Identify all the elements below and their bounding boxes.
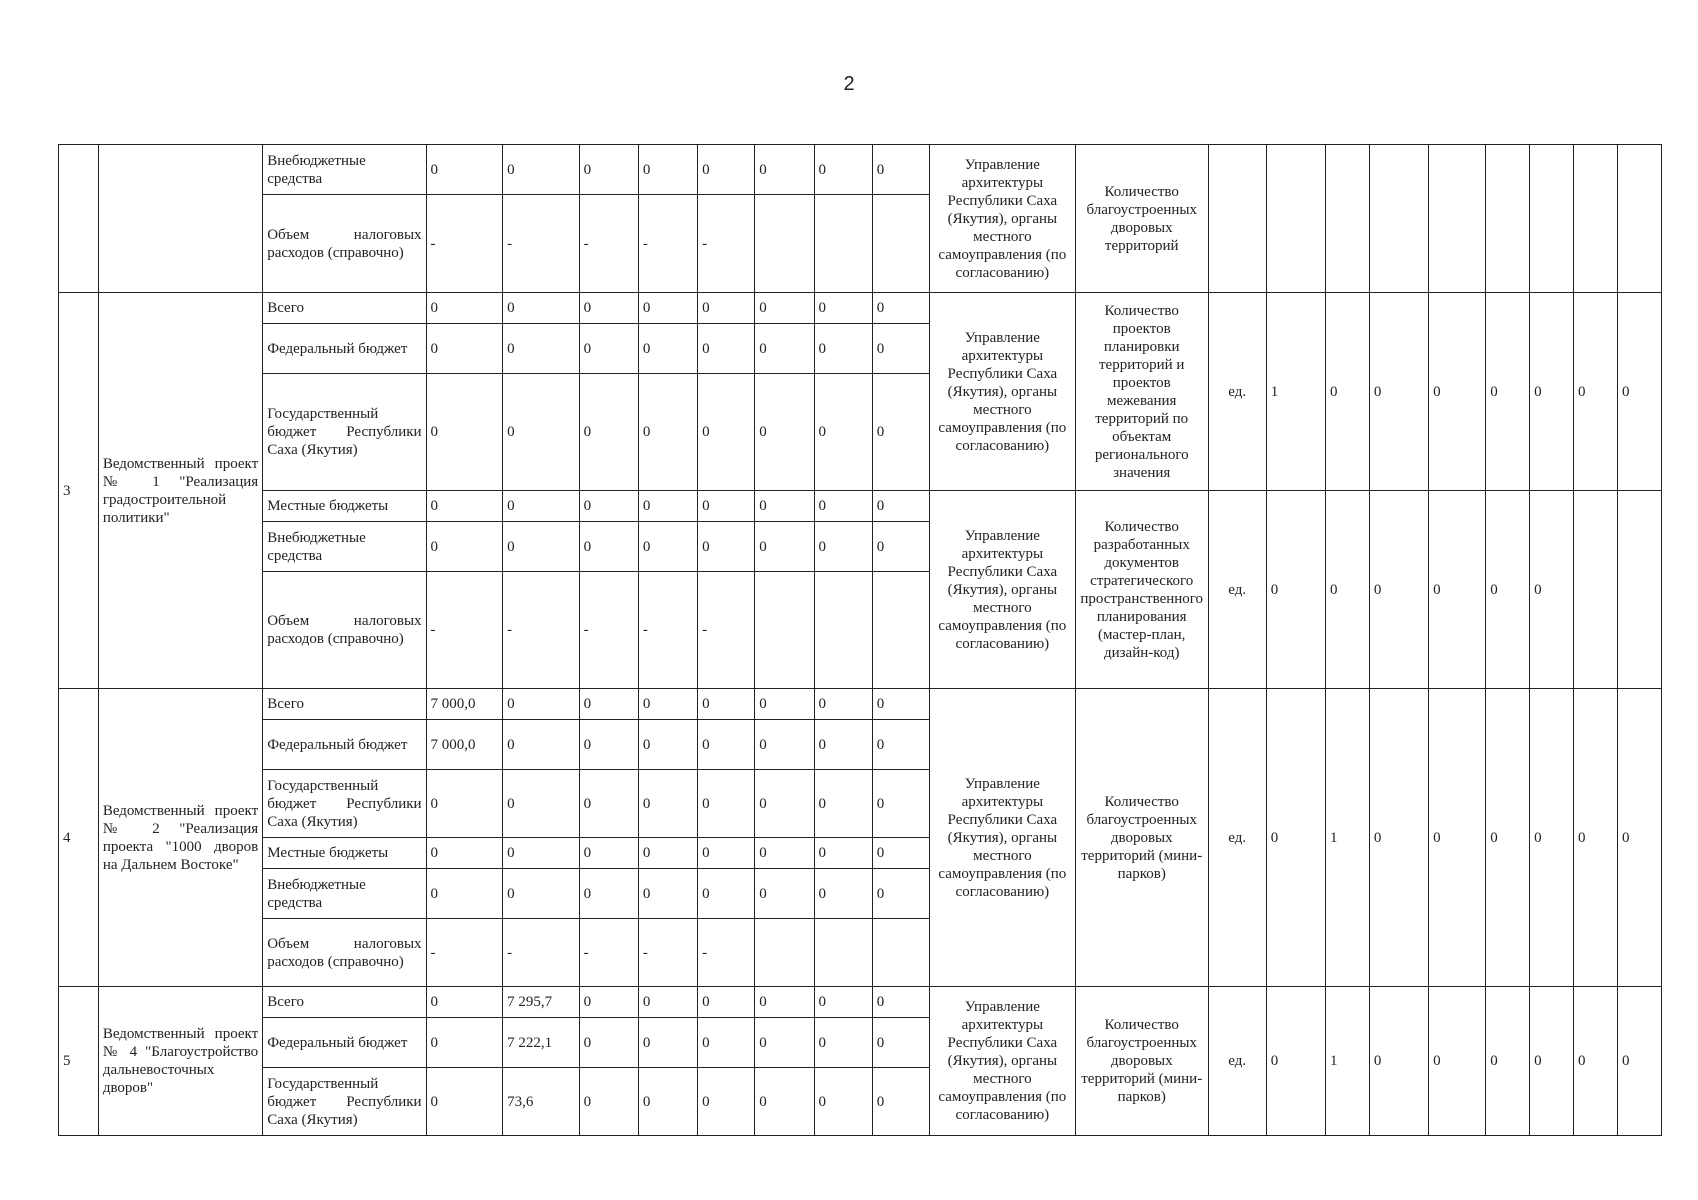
value-cell: 0 (579, 720, 638, 770)
idx-cell: 0 (1486, 987, 1530, 1136)
value-cell: 0 (814, 491, 872, 522)
table-row (59, 145, 1662, 195)
source-label: Всего (263, 293, 426, 324)
value-cell: 0 (755, 838, 814, 869)
value-cell (814, 919, 872, 987)
idx-cell: 0 (1574, 293, 1618, 491)
idx-cell: 0 (1486, 293, 1530, 491)
project-name: Ведомственный проект № 4 "Благоустройство дальневосточных дворов" (98, 987, 262, 1136)
value-cell: 0 (755, 770, 814, 838)
idx-cell: 0 (1530, 987, 1574, 1136)
value-cell: 0 (814, 689, 872, 720)
value-cell: 0 (579, 770, 638, 838)
table-row (59, 689, 1662, 720)
value-cell: 0 (638, 491, 697, 522)
idx-cell: 0 (1266, 987, 1325, 1136)
source-label: Всего (263, 689, 426, 720)
row-number: 4 (59, 689, 99, 987)
idx-cell (1530, 145, 1574, 293)
row-number: 5 (59, 987, 99, 1136)
value-cell: 0 (755, 869, 814, 919)
value-cell: 0 (755, 491, 814, 522)
table-row (59, 491, 1662, 522)
value-cell: 0 (638, 720, 697, 770)
value-cell: 0 (579, 522, 638, 572)
value-cell: - (638, 195, 697, 293)
idx-cell: 0 (1574, 987, 1618, 1136)
value-cell: - (579, 195, 638, 293)
unit-cell (1208, 145, 1266, 293)
value-cell: - (426, 919, 503, 987)
unit-cell: ед. (1208, 293, 1266, 491)
value-cell: 0 (579, 1068, 638, 1136)
idx-cell: 0 (1369, 491, 1428, 689)
value-cell: 0 (814, 1018, 872, 1068)
value-cell: - (698, 572, 755, 689)
value-cell (872, 919, 929, 987)
value-cell: 0 (638, 689, 697, 720)
value-cell: 0 (872, 324, 929, 374)
value-cell: 0 (698, 374, 755, 491)
idx-cell: 0 (1429, 491, 1486, 689)
value-cell (872, 195, 929, 293)
value-cell: 0 (579, 987, 638, 1018)
value-cell: 0 (638, 987, 697, 1018)
value-cell: 0 (579, 374, 638, 491)
source-label: Объем налоговых расходов (справочно) (263, 572, 426, 689)
cell-project (98, 145, 262, 293)
value-cell: 0 (755, 720, 814, 770)
value-cell: 0 (698, 1068, 755, 1136)
value-cell: 0 (503, 770, 580, 838)
budget-table (58, 144, 1662, 1136)
value-cell: 0 (503, 720, 580, 770)
idx-cell: 0 (1369, 689, 1428, 987)
idx-cell (1486, 145, 1530, 293)
idx-cell: 0 (1486, 491, 1530, 689)
page-number: 2 (843, 73, 855, 95)
source-label: Внебюджетные средства (263, 522, 426, 572)
idx-cell: 0 (1617, 293, 1661, 491)
value-cell: 0 (426, 491, 503, 522)
value-cell: 0 (814, 293, 872, 324)
value-cell: 0 (872, 1068, 929, 1136)
value-cell: 0 (872, 145, 929, 195)
source-label: Федеральный бюджет (263, 1018, 426, 1068)
value-cell: 0 (814, 374, 872, 491)
value-cell: 0 (872, 522, 929, 572)
value-cell: 0 (814, 770, 872, 838)
value-cell: 0 (872, 987, 929, 1018)
unit-cell: ед. (1208, 987, 1266, 1136)
idx-cell: 1 (1266, 293, 1325, 491)
value-cell: 0 (503, 293, 580, 324)
value-cell: 0 (579, 689, 638, 720)
unit-cell: ед. (1208, 689, 1266, 987)
value-cell: 0 (698, 522, 755, 572)
value-cell (814, 195, 872, 293)
source-label: Государственный бюджет Республики Саха (Якутия) (263, 770, 426, 838)
value-cell: - (503, 195, 580, 293)
value-cell: 0 (872, 689, 929, 720)
idx-cell: 0 (1266, 689, 1325, 987)
source-label: Внебюджетные средства (263, 869, 426, 919)
value-cell: 0 (579, 869, 638, 919)
idx-cell: 0 (1325, 491, 1369, 689)
value-cell: - (426, 572, 503, 689)
value-cell: 0 (503, 145, 580, 195)
value-cell: 0 (638, 374, 697, 491)
value-cell: 0 (503, 522, 580, 572)
value-cell: 7 295,7 (503, 987, 580, 1018)
idx-cell: 0 (1369, 987, 1428, 1136)
table-row (59, 293, 1662, 324)
value-cell: 0 (638, 145, 697, 195)
value-cell: 0 (872, 770, 929, 838)
value-cell: 0 (872, 374, 929, 491)
indicator-cell: Количество проектов планировки территорий и проектов межевания территорий по объектам регионального значения (1075, 293, 1208, 491)
value-cell: 0 (426, 987, 503, 1018)
value-cell: 0 (755, 689, 814, 720)
value-cell: 0 (814, 522, 872, 572)
value-cell: 0 (426, 869, 503, 919)
idx-cell: 0 (1530, 293, 1574, 491)
value-cell: 0 (638, 869, 697, 919)
value-cell: 0 (814, 145, 872, 195)
value-cell: 0 (698, 145, 755, 195)
source-label: Местные бюджеты (263, 838, 426, 869)
source-label: Внебюджетные средства (263, 145, 426, 195)
value-cell: 0 (755, 374, 814, 491)
idx-cell (1369, 145, 1428, 293)
responsible-cell: Управление архитектуры Республики Саха (Якутия), органы местного самоуправления (по согласованию) (929, 145, 1075, 293)
value-cell: 0 (698, 720, 755, 770)
value-cell: 0 (579, 293, 638, 324)
cell-number (59, 145, 99, 293)
idx-cell: 0 (1369, 293, 1428, 491)
value-cell: 7 000,0 (426, 720, 503, 770)
value-cell: 0 (426, 374, 503, 491)
idx-cell (1325, 145, 1369, 293)
value-cell: 0 (698, 491, 755, 522)
source-label: Всего (263, 987, 426, 1018)
value-cell: 0 (755, 987, 814, 1018)
idx-cell (1429, 145, 1486, 293)
value-cell: - (698, 195, 755, 293)
value-cell: 0 (698, 987, 755, 1018)
value-cell: - (503, 919, 580, 987)
idx-cell: 0 (1617, 689, 1661, 987)
idx-cell (1574, 145, 1618, 293)
value-cell: 0 (755, 324, 814, 374)
value-cell: 7 000,0 (426, 689, 503, 720)
value-cell: 0 (503, 838, 580, 869)
idx-cell: 0 (1325, 293, 1369, 491)
value-cell: 0 (638, 522, 697, 572)
source-label: Объем налоговых расходов (справочно) (263, 919, 426, 987)
project-name: Ведомственный проект № 2 "Реализация проекта "1000 дворов на Дальнем Востоке" (98, 689, 262, 987)
value-cell: 0 (579, 491, 638, 522)
value-cell: 0 (503, 491, 580, 522)
value-cell: 0 (814, 720, 872, 770)
value-cell: 0 (814, 324, 872, 374)
idx-cell (1617, 491, 1661, 689)
idx-cell: 0 (1429, 987, 1486, 1136)
value-cell (755, 195, 814, 293)
row-number: 3 (59, 293, 99, 689)
value-cell: - (503, 572, 580, 689)
indicator-cell: Количество благоустроенных дворовых территорий (мини-парков) (1075, 987, 1208, 1136)
value-cell: 0 (814, 838, 872, 869)
value-cell: 0 (872, 838, 929, 869)
idx-cell: 0 (1429, 689, 1486, 987)
value-cell (872, 572, 929, 689)
idx-cell: 0 (1429, 293, 1486, 491)
idx-cell: 0 (1530, 689, 1574, 987)
value-cell: - (426, 195, 503, 293)
value-cell: 0 (503, 324, 580, 374)
value-cell: 0 (503, 374, 580, 491)
value-cell: - (698, 919, 755, 987)
value-cell (755, 919, 814, 987)
value-cell: 0 (755, 522, 814, 572)
responsible-cell: Управление архитектуры Республики Саха (Якутия), органы местного самоуправления (по согласованию) (929, 491, 1075, 689)
value-cell: 0 (426, 324, 503, 374)
idx-cell: 1 (1325, 987, 1369, 1136)
indicator-cell: Количество благоустроенных дворовых территорий (1075, 145, 1208, 293)
value-cell: 0 (503, 689, 580, 720)
value-cell: 0 (426, 293, 503, 324)
source-label: Государственный бюджет Республики Саха (Якутия) (263, 1068, 426, 1136)
value-cell: 0 (698, 1018, 755, 1068)
source-label: Федеральный бюджет (263, 324, 426, 374)
idx-cell: 0 (1530, 491, 1574, 689)
value-cell: 0 (579, 1018, 638, 1068)
value-cell: - (638, 919, 697, 987)
idx-cell: 0 (1574, 689, 1618, 987)
value-cell: 0 (698, 869, 755, 919)
indicator-cell: Количество разработанных документов стратегического пространственного планирования (мастер-план, дизайн-код) (1075, 491, 1208, 689)
unit-cell: ед. (1208, 491, 1266, 689)
source-label: Объем налоговых расходов (справочно) (263, 195, 426, 293)
responsible-cell: Управление архитектуры Республики Саха (Якутия), органы местного самоуправления (по согласованию) (929, 689, 1075, 987)
source-label: Местные бюджеты (263, 491, 426, 522)
idx-cell: 0 (1486, 689, 1530, 987)
indicator-cell: Количество благоустроенных дворовых территорий (мини-парков) (1075, 689, 1208, 987)
value-cell: 0 (426, 145, 503, 195)
value-cell (814, 572, 872, 689)
value-cell: 0 (698, 324, 755, 374)
responsible-cell: Управление архитектуры Республики Саха (Якутия), органы местного самоуправления (по согласованию) (929, 987, 1075, 1136)
idx-cell (1266, 145, 1325, 293)
value-cell: 0 (755, 1018, 814, 1068)
value-cell: 0 (638, 324, 697, 374)
value-cell: 7 222,1 (503, 1018, 580, 1068)
value-cell: 73,6 (503, 1068, 580, 1136)
idx-cell (1574, 491, 1618, 689)
value-cell: 0 (426, 1068, 503, 1136)
value-cell: 0 (579, 145, 638, 195)
value-cell: 0 (872, 293, 929, 324)
value-cell: 0 (872, 869, 929, 919)
value-cell: - (638, 572, 697, 689)
value-cell: 0 (698, 689, 755, 720)
value-cell: 0 (698, 293, 755, 324)
value-cell: - (579, 919, 638, 987)
value-cell: 0 (579, 324, 638, 374)
idx-cell: 0 (1266, 491, 1325, 689)
value-cell: 0 (814, 1068, 872, 1136)
value-cell: 0 (698, 838, 755, 869)
value-cell: - (579, 572, 638, 689)
value-cell: 0 (872, 720, 929, 770)
value-cell: 0 (755, 293, 814, 324)
value-cell: 0 (638, 1018, 697, 1068)
value-cell: 0 (638, 770, 697, 838)
idx-cell: 1 (1325, 689, 1369, 987)
value-cell: 0 (426, 838, 503, 869)
table-row (59, 987, 1662, 1018)
responsible-cell: Управление архитектуры Республики Саха (Якутия), органы местного самоуправления (по согласованию) (929, 293, 1075, 491)
value-cell: 0 (872, 1018, 929, 1068)
value-cell: 0 (426, 1018, 503, 1068)
idx-cell (1617, 145, 1661, 293)
value-cell: 0 (755, 145, 814, 195)
value-cell: 0 (755, 1068, 814, 1136)
source-label: Федеральный бюджет (263, 720, 426, 770)
value-cell: 0 (698, 770, 755, 838)
source-label: Государственный бюджет Республики Саха (Якутия) (263, 374, 426, 491)
value-cell: 0 (579, 838, 638, 869)
value-cell: 0 (814, 869, 872, 919)
value-cell: 0 (638, 1068, 697, 1136)
value-cell (755, 572, 814, 689)
project-name: Ведомственный проект № 1 "Реализация градостроительной политики" (98, 293, 262, 689)
value-cell: 0 (814, 987, 872, 1018)
value-cell: 0 (872, 491, 929, 522)
idx-cell: 0 (1617, 987, 1661, 1136)
value-cell: 0 (426, 522, 503, 572)
value-cell: 0 (638, 293, 697, 324)
value-cell: 0 (503, 869, 580, 919)
value-cell: 0 (638, 838, 697, 869)
value-cell: 0 (426, 770, 503, 838)
